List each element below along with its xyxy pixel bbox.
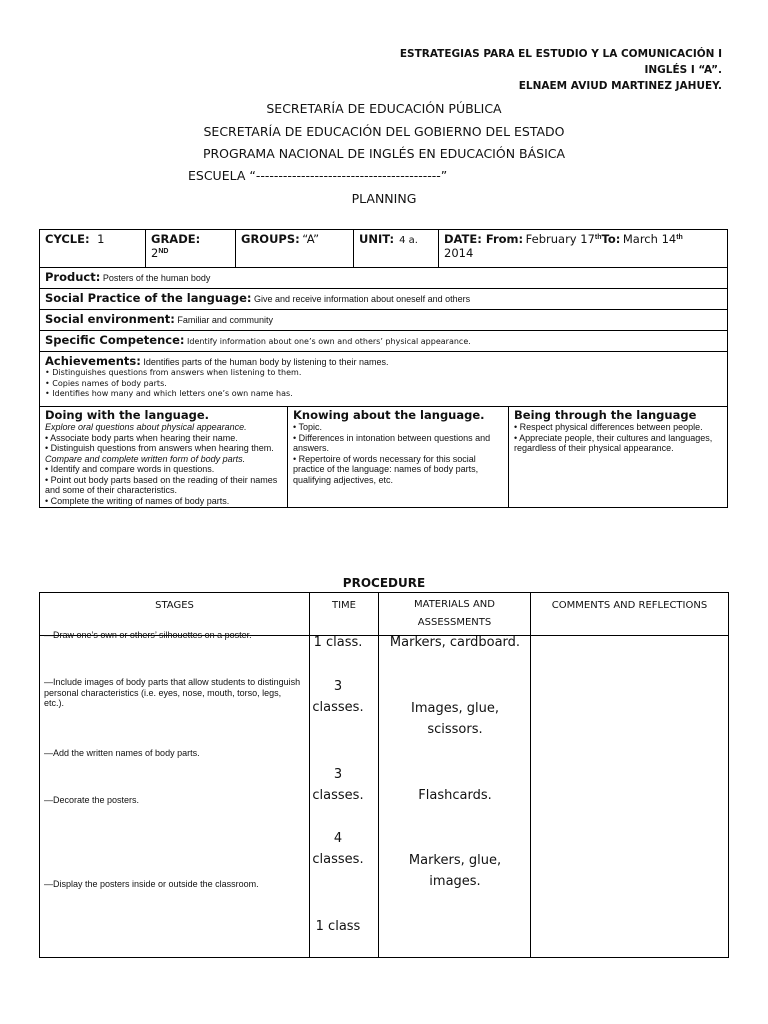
social-environment-row: Social environment: Familiar and community: [40, 310, 728, 331]
escuela-line: ESCUELA “-----------------------------------------”: [188, 168, 448, 183]
stage-item: —Include images of body parts that allow students to distinguish personal characteristics (i.e. eyes, nose, mouth, torso, legs, etc.).: [44, 677, 301, 708]
course-title: ESTRATEGIAS PARA EL ESTUDIO Y LA COMUNICACIÓN I: [399, 48, 722, 60]
doing-column: Doing with the language. Explore oral questions about physical appearance. • Associate body parts when hearing their name. • Distinguish questions from answers when hearing them. Compare and complete written form of body parts. • Identify and compare words in questions. • Point out body parts based on the reading of their names and some of their characteristics. • Complete the writing of names of body parts.: [40, 407, 288, 507]
knowing-column: Knowing about the language. • Topic. • Differences in intonation between questions and answers. • Repertoire of words necessary for this social practice of the language: names of body parts, qualifying adjectives, etc.: [288, 407, 509, 507]
stage-item: —Display the posters inside or outside the classroom.: [44, 879, 259, 889]
achievements-row: Achievements: Identifies parts of the human body by listening to their names. • Distinguishes questions from answers when listening to them. • Copies names of body parts. • Identifies how many and which letters one’s own name has.: [40, 352, 728, 407]
social-practice-row: Social Practice of the language: Give and receive information about oneself and others: [40, 289, 728, 310]
comments-header: COMMENTS AND REFLECTIONS: [531, 593, 729, 636]
time-header: TIME: [310, 593, 379, 636]
planning-title: PLANNING: [351, 191, 417, 206]
achievement-item: • Copies names of body parts.: [45, 378, 167, 388]
unit-cell: UNIT: 4 a.: [354, 230, 439, 268]
org-line-1: SECRETARÍA DE EDUCACIÓN PÚBLICA: [266, 101, 502, 116]
materials-item: Markers, cardboard.: [389, 635, 521, 650]
knowing-title: Knowing about the language.: [293, 408, 485, 422]
language-columns: [40, 407, 727, 507]
groups-cell: GROUPS: “A”: [236, 230, 354, 268]
document-header-right: [400, 46, 722, 94]
time-item: 4 classes.: [312, 831, 364, 867]
time-item: 1 class.: [313, 635, 363, 650]
doing-title: Doing with the language.: [45, 408, 210, 422]
grade-cell: GRADE: 2ND: [146, 230, 236, 268]
org-line-2: SECRETARÍA DE EDUCACIÓN DEL GOBIERNO DEL ESTADO: [203, 124, 565, 139]
author-name: ELNAEM AVIUD MARTINEZ JAHUEY.: [518, 80, 722, 92]
planning-table: [39, 229, 728, 508]
stage-item: —Decorate the posters.: [44, 795, 140, 805]
materials-item: Images, glue, scissors.: [411, 701, 499, 737]
time-item: 3 classes.: [312, 679, 364, 715]
stage-item: —Draw one’s own or others’ silhouettes on a poster.: [44, 630, 252, 640]
time-item: 3 classes.: [312, 767, 364, 803]
product-row: Product: Posters of the human body: [40, 268, 728, 289]
stage-item: —Add the written names of body parts.: [44, 748, 200, 758]
org-line-3: PROGRAMA NACIONAL DE INGLÉS EN EDUCACIÓN BÁSICA: [202, 146, 566, 161]
comments-body: [531, 636, 729, 958]
specific-competence-row: Specific Competence: Identify information about one’s own and others’ physical appearance.: [40, 331, 728, 352]
being-title: Being through the language: [514, 408, 697, 422]
procedure-title: PROCEDURE: [342, 576, 426, 590]
course-group: INGLÉS I “A”.: [644, 64, 722, 76]
materials-header: MATERIALS AND ASSESSMENTS: [379, 593, 531, 636]
achievement-item: • Distinguishes questions from answers when listening to them.: [45, 368, 302, 377]
being-column: Being through the language • Respect physical differences between people. • Appreciate people, their cultures and languages, regardless of their physical appearance.: [509, 407, 728, 507]
cycle-cell: CYCLE: 1: [40, 230, 146, 268]
materials-item: Flashcards.: [418, 788, 492, 803]
achievement-item: • Identifies how many and which letters one’s own name has.: [45, 389, 293, 398]
materials-item: Markers, glue, images.: [408, 853, 502, 889]
time-item: 1 class: [315, 919, 361, 934]
date-cell: DATE: From: February 17thTo: March 14th 2014: [439, 230, 728, 268]
stages-header: STAGES: [40, 593, 310, 636]
